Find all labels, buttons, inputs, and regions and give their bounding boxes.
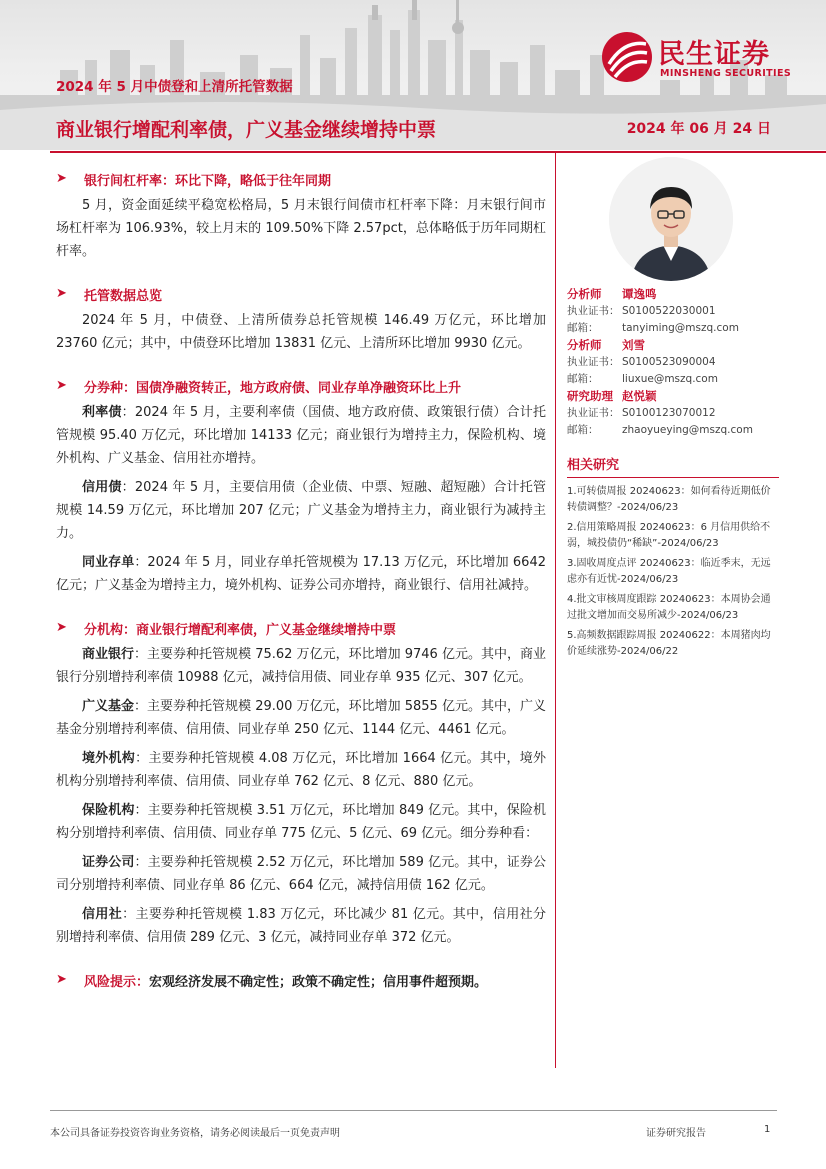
paragraph: 利率债：2024 年 5 月，主要利率债（国债、地方政府债、政策银行债）合计托管规模 95.40 万亿元，环比增加 14133 亿元；商业银行为增持主力，保险机构、境外机构、广义基金、信用社亦增持。 bbox=[56, 405, 546, 466]
section-heading: ➤ 分券种：国债净融资转正，地方政府债、同业存单净融资环比上升 bbox=[56, 378, 462, 396]
related-research-item[interactable]: 3.固收周度点评 20240623：临近季末，无远虑亦有近忧-2024/06/23 bbox=[567, 558, 771, 585]
header-divider bbox=[50, 151, 826, 153]
header-banner bbox=[0, 0, 826, 150]
analyst-role: 研究助理 bbox=[567, 389, 613, 403]
related-research-title: 相关研究 bbox=[567, 455, 779, 478]
analyst-email: zhaoyueying@mszq.com bbox=[622, 424, 753, 436]
analyst-list bbox=[567, 286, 779, 439]
analyst-role: 分析师 bbox=[567, 338, 602, 352]
analyst-role: 分析师 bbox=[567, 287, 602, 301]
paragraph: 2024 年 5 月，中债登、上清所债券总托管规模 146.49 万亿元，环比增加 23760 亿元；其中，中债登环比增加 13831 亿元、上清所环比增加 9930 亿元。 bbox=[56, 313, 546, 351]
arrow-bullet-icon: ➤ bbox=[56, 286, 67, 301]
paragraph: 同业存单：2024 年 5 月，同业存单托管规模为 17.13 万亿元，环比增加 6642 亿元；广义基金为增持主力，境外机构、证券公司亦增持，商业银行、信用社减持。 bbox=[56, 555, 546, 593]
related-research-list bbox=[567, 484, 779, 660]
footer-report-type: 证券研究报告 bbox=[646, 1128, 706, 1139]
footer-divider bbox=[50, 1110, 777, 1111]
report-date: 2024 年 06 月 24 日 bbox=[626, 121, 771, 137]
logo-chinese-name: 民生证券 bbox=[658, 39, 770, 70]
section-leverage bbox=[56, 170, 546, 263]
analyst-name: 刘雪 bbox=[622, 338, 645, 352]
related-research-item[interactable]: 5.高频数据跟踪周报 20240622：本周猪肉均价延续涨势-2024/06/22 bbox=[567, 630, 771, 657]
report-title: 商业银行增配利率债，广义基金继续增持中票 bbox=[56, 119, 437, 141]
section-by-institution bbox=[56, 619, 546, 949]
paragraph: 境外机构：主要券种托管规模 4.08 万亿元，环比增加 1664 亿元。其中，境外机构分别增持利率债、信用债、同业存单 762 亿元、8 亿元、880 亿元。 bbox=[56, 751, 546, 789]
related-research-item[interactable]: 2.信用策略周报 20240623：6 月信用供给不弱，城投债仍“稀缺”-2024/06/23 bbox=[567, 522, 771, 549]
related-research bbox=[567, 455, 779, 664]
section-by-bond-type bbox=[56, 377, 546, 597]
arrow-bullet-icon: ➤ bbox=[56, 171, 67, 186]
arrow-bullet-icon: ➤ bbox=[56, 620, 67, 635]
report-body bbox=[56, 170, 546, 991]
section-heading: ➤ 银行间杠杆率：环比下降，略低于往年同期 bbox=[56, 171, 332, 189]
paragraph: 信用社：主要券种托管规模 1.83 万亿元，环比减少 81 亿元。其中，信用社分别增持利率债、信用债 289 亿元、3 亿元，减持同业存单 372 亿元。 bbox=[56, 907, 546, 945]
analyst-portrait-icon bbox=[609, 157, 733, 281]
risk-warning: ➤ 风险提示：宏观经济发展不确定性；政策不确定性；信用事件超预期。 bbox=[56, 972, 488, 990]
paragraph: 商业银行：主要券种托管规模 75.62 万亿元，环比增加 9746 亿元。其中，商业银行分别增持利率债 10988 亿元，减持信用债、同业存单 935 亿元、307 亿元。 bbox=[56, 647, 546, 685]
analyst-card: 分析师 谭逸鸣 执业证书： S0100522030001 邮箱： tanyiming@mszq.com bbox=[567, 286, 779, 337]
section-heading: ➤ 分机构：商业银行增配利率债，广义基金继续增持中票 bbox=[56, 620, 397, 638]
column-divider bbox=[555, 153, 556, 1068]
analyst-name: 赵悦颖 bbox=[622, 389, 657, 403]
related-research-item[interactable]: 1.可转债周报 20240623：如何看待近期低价转债调整？-2024/06/23 bbox=[567, 486, 771, 513]
arrow-bullet-icon: ➤ bbox=[56, 972, 67, 987]
footer-disclaimer: 本公司具备证券投资咨询业务资格，请务必阅读最后一页免责声明 bbox=[50, 1128, 340, 1139]
related-research-item[interactable]: 4.批文审核周度跟踪 20240623：本周协会通过批文增加而交易所减少-2024/06/23 bbox=[567, 594, 771, 621]
analyst-email: liuxue@mszq.com bbox=[622, 373, 718, 385]
page-number: 1 bbox=[764, 1124, 771, 1135]
paragraph: 广义基金：主要券种托管规模 29.00 万亿元，环比增加 5855 亿元。其中，广义基金分别增持利率债、信用债、同业存单 250 亿元、1144 亿元、4461 亿元。 bbox=[56, 699, 546, 737]
analyst-card: 研究助理 赵悦颖 执业证书： S0100123070012 邮箱： zhaoyueying@mszq.com bbox=[567, 388, 779, 439]
paragraph: 5 月，资金面延续平稳宽松格局，5 月末银行间债市杠杆率下降：月末银行间市场杠杆率为 106.93%，较上月末的 109.50%下降 2.57pct，总体略低于历年同期杠杆率。 bbox=[56, 198, 546, 259]
paragraph: 证券公司：主要券种托管规模 2.52 万亿元，环比增加 589 亿元。其中，证券公司分别增持利率债、同业存单 86 亿元、664 亿元，减持信用债 162 亿元。 bbox=[56, 855, 546, 893]
analyst-email: tanyiming@mszq.com bbox=[622, 322, 739, 334]
analyst-photo bbox=[609, 157, 733, 281]
analyst-cert: S0100522030001 bbox=[622, 305, 716, 317]
logo-emblem-icon bbox=[600, 30, 654, 84]
company-logo bbox=[600, 30, 810, 90]
analyst-name: 谭逸鸣 bbox=[622, 287, 657, 301]
analyst-card: 分析师 刘雪 执业证书： S0100523090004 邮箱： liuxue@mszq.com bbox=[567, 337, 779, 388]
paragraph: 保险机构：主要券种托管规模 3.51 万亿元，环比增加 849 亿元。其中，保险机构分别增持利率债、信用债、同业存单 775 亿元、5 亿元、69 亿元。细分券种看： bbox=[56, 803, 546, 841]
logo-english-name: MINSHENG SECURITIES bbox=[660, 68, 792, 79]
series-title: 2024 年 5 月中债登和上清所托管数据 bbox=[56, 79, 293, 95]
section-heading: ➤ 托管数据总览 bbox=[56, 286, 163, 304]
analyst-cert: S0100523090004 bbox=[622, 356, 716, 368]
analyst-cert: S0100123070012 bbox=[622, 407, 716, 419]
arrow-bullet-icon: ➤ bbox=[56, 378, 67, 393]
section-overview bbox=[56, 285, 546, 355]
paragraph: 信用债：2024 年 5 月，主要信用债（企业债、中票、短融、超短融）合计托管规模 14.59 万亿元，环比增加 207 亿元；广义基金为增持主力，商业银行为减持主力。 bbox=[56, 480, 546, 541]
